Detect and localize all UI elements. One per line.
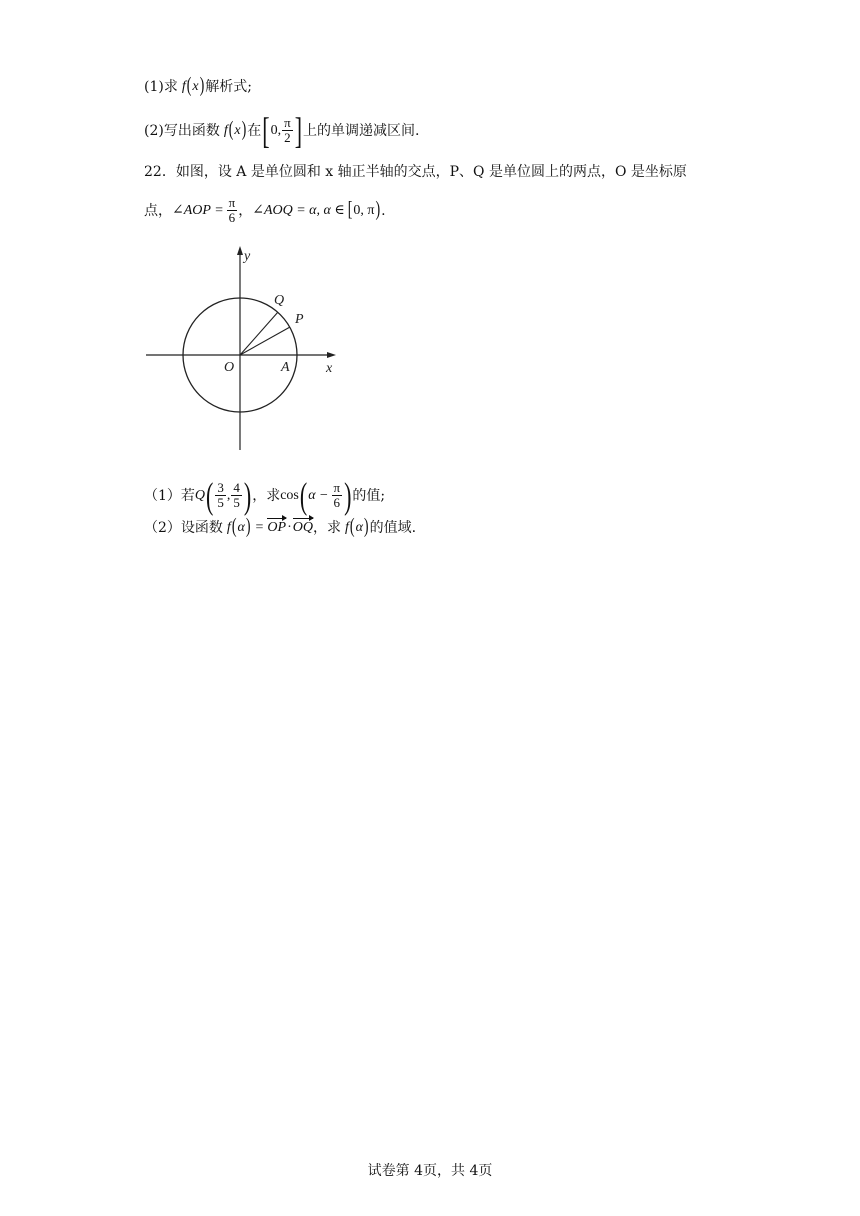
- label-o: O: [224, 360, 235, 375]
- var-alpha: α: [237, 520, 245, 535]
- label-x: x: [326, 361, 333, 376]
- var-x: x: [234, 122, 241, 138]
- func-f: f: [223, 122, 228, 138]
- q21-part1: (1)求 f ( x ) 解析式;: [144, 75, 253, 98]
- vector-oq: OQ: [292, 520, 313, 535]
- segment-oq: [240, 312, 278, 355]
- label-a: A: [281, 360, 290, 375]
- unit-circle-figure: [146, 246, 346, 456]
- func-f: f: [226, 520, 231, 535]
- interval-start: 0,: [270, 122, 282, 138]
- q21-part2-prefix: (2)写出函数: [144, 122, 220, 139]
- fraction-pi-over-6: $\frac{\pi}{6}$: [228, 195, 236, 225]
- q21-part1-prefix: (1)求: [144, 79, 178, 95]
- label-p: P: [295, 312, 304, 327]
- var-x: x: [192, 79, 199, 94]
- angle-aoq: ∠AOQ = α, α ∈: [252, 202, 345, 218]
- fraction-pi-over-6: $\frac{\pi}{6}$: [333, 480, 341, 510]
- alpha-interval: 0, π: [353, 202, 375, 218]
- q22-sub2: （2）设函数 f ( α ) = OP · OQ ，求 f ( α ) 的值域.: [144, 516, 417, 539]
- page-footer: 试卷第 4页，共 4页: [367, 1163, 493, 1179]
- fraction-pi-over-2: $\frac{\pi}{2}$: [284, 115, 291, 145]
- label-q: Q: [274, 293, 285, 308]
- cos-function: cos: [280, 487, 299, 503]
- y-axis-arrow: [237, 246, 243, 255]
- segment-op: [240, 327, 290, 355]
- point-q: Q: [194, 487, 206, 503]
- q22-sub1: （1）若 Q ( $\frac{3}{5}$ , $\frac{4}{5}$ ) ，求 cos ( α − $\frac{\pi}{6}$ ) 的值;: [144, 473, 386, 516]
- q22-stem-line1: 22．如图，设 A 是单位圆和 x 轴正半轴的交点，P、Q 是单位圆上的两点，O 是坐标原: [144, 164, 687, 180]
- func-f: f: [181, 79, 186, 94]
- fraction-3-5: $\frac{3}{5}$: [217, 480, 224, 510]
- alpha-minus: α −: [308, 487, 329, 503]
- fraction-4-5: $\frac{4}{5}$: [233, 480, 240, 510]
- angle-aop: ∠AOP =: [172, 202, 224, 218]
- vector-op: OP: [267, 520, 287, 535]
- q21-part2-mid: 在: [247, 122, 262, 139]
- q21-part2: (2)写出函数 f ( x ) 在 [ 0, $\frac{\pi}{2}$ ] 上的单调递减区间.: [144, 108, 420, 151]
- func-f: f: [345, 520, 349, 535]
- q21-part2-suffix: 上的单调递减区间.: [303, 122, 420, 139]
- q21-part1-suffix: 解析式;: [205, 79, 253, 95]
- x-axis-arrow: [327, 352, 336, 358]
- var-alpha: α: [355, 520, 363, 535]
- q22-stem-line2: 点， ∠AOP = $\frac{\pi}{6}$ ， ∠AOQ = α, α ∈ [ 0, π ) .: [144, 195, 386, 225]
- label-y: y: [244, 249, 251, 264]
